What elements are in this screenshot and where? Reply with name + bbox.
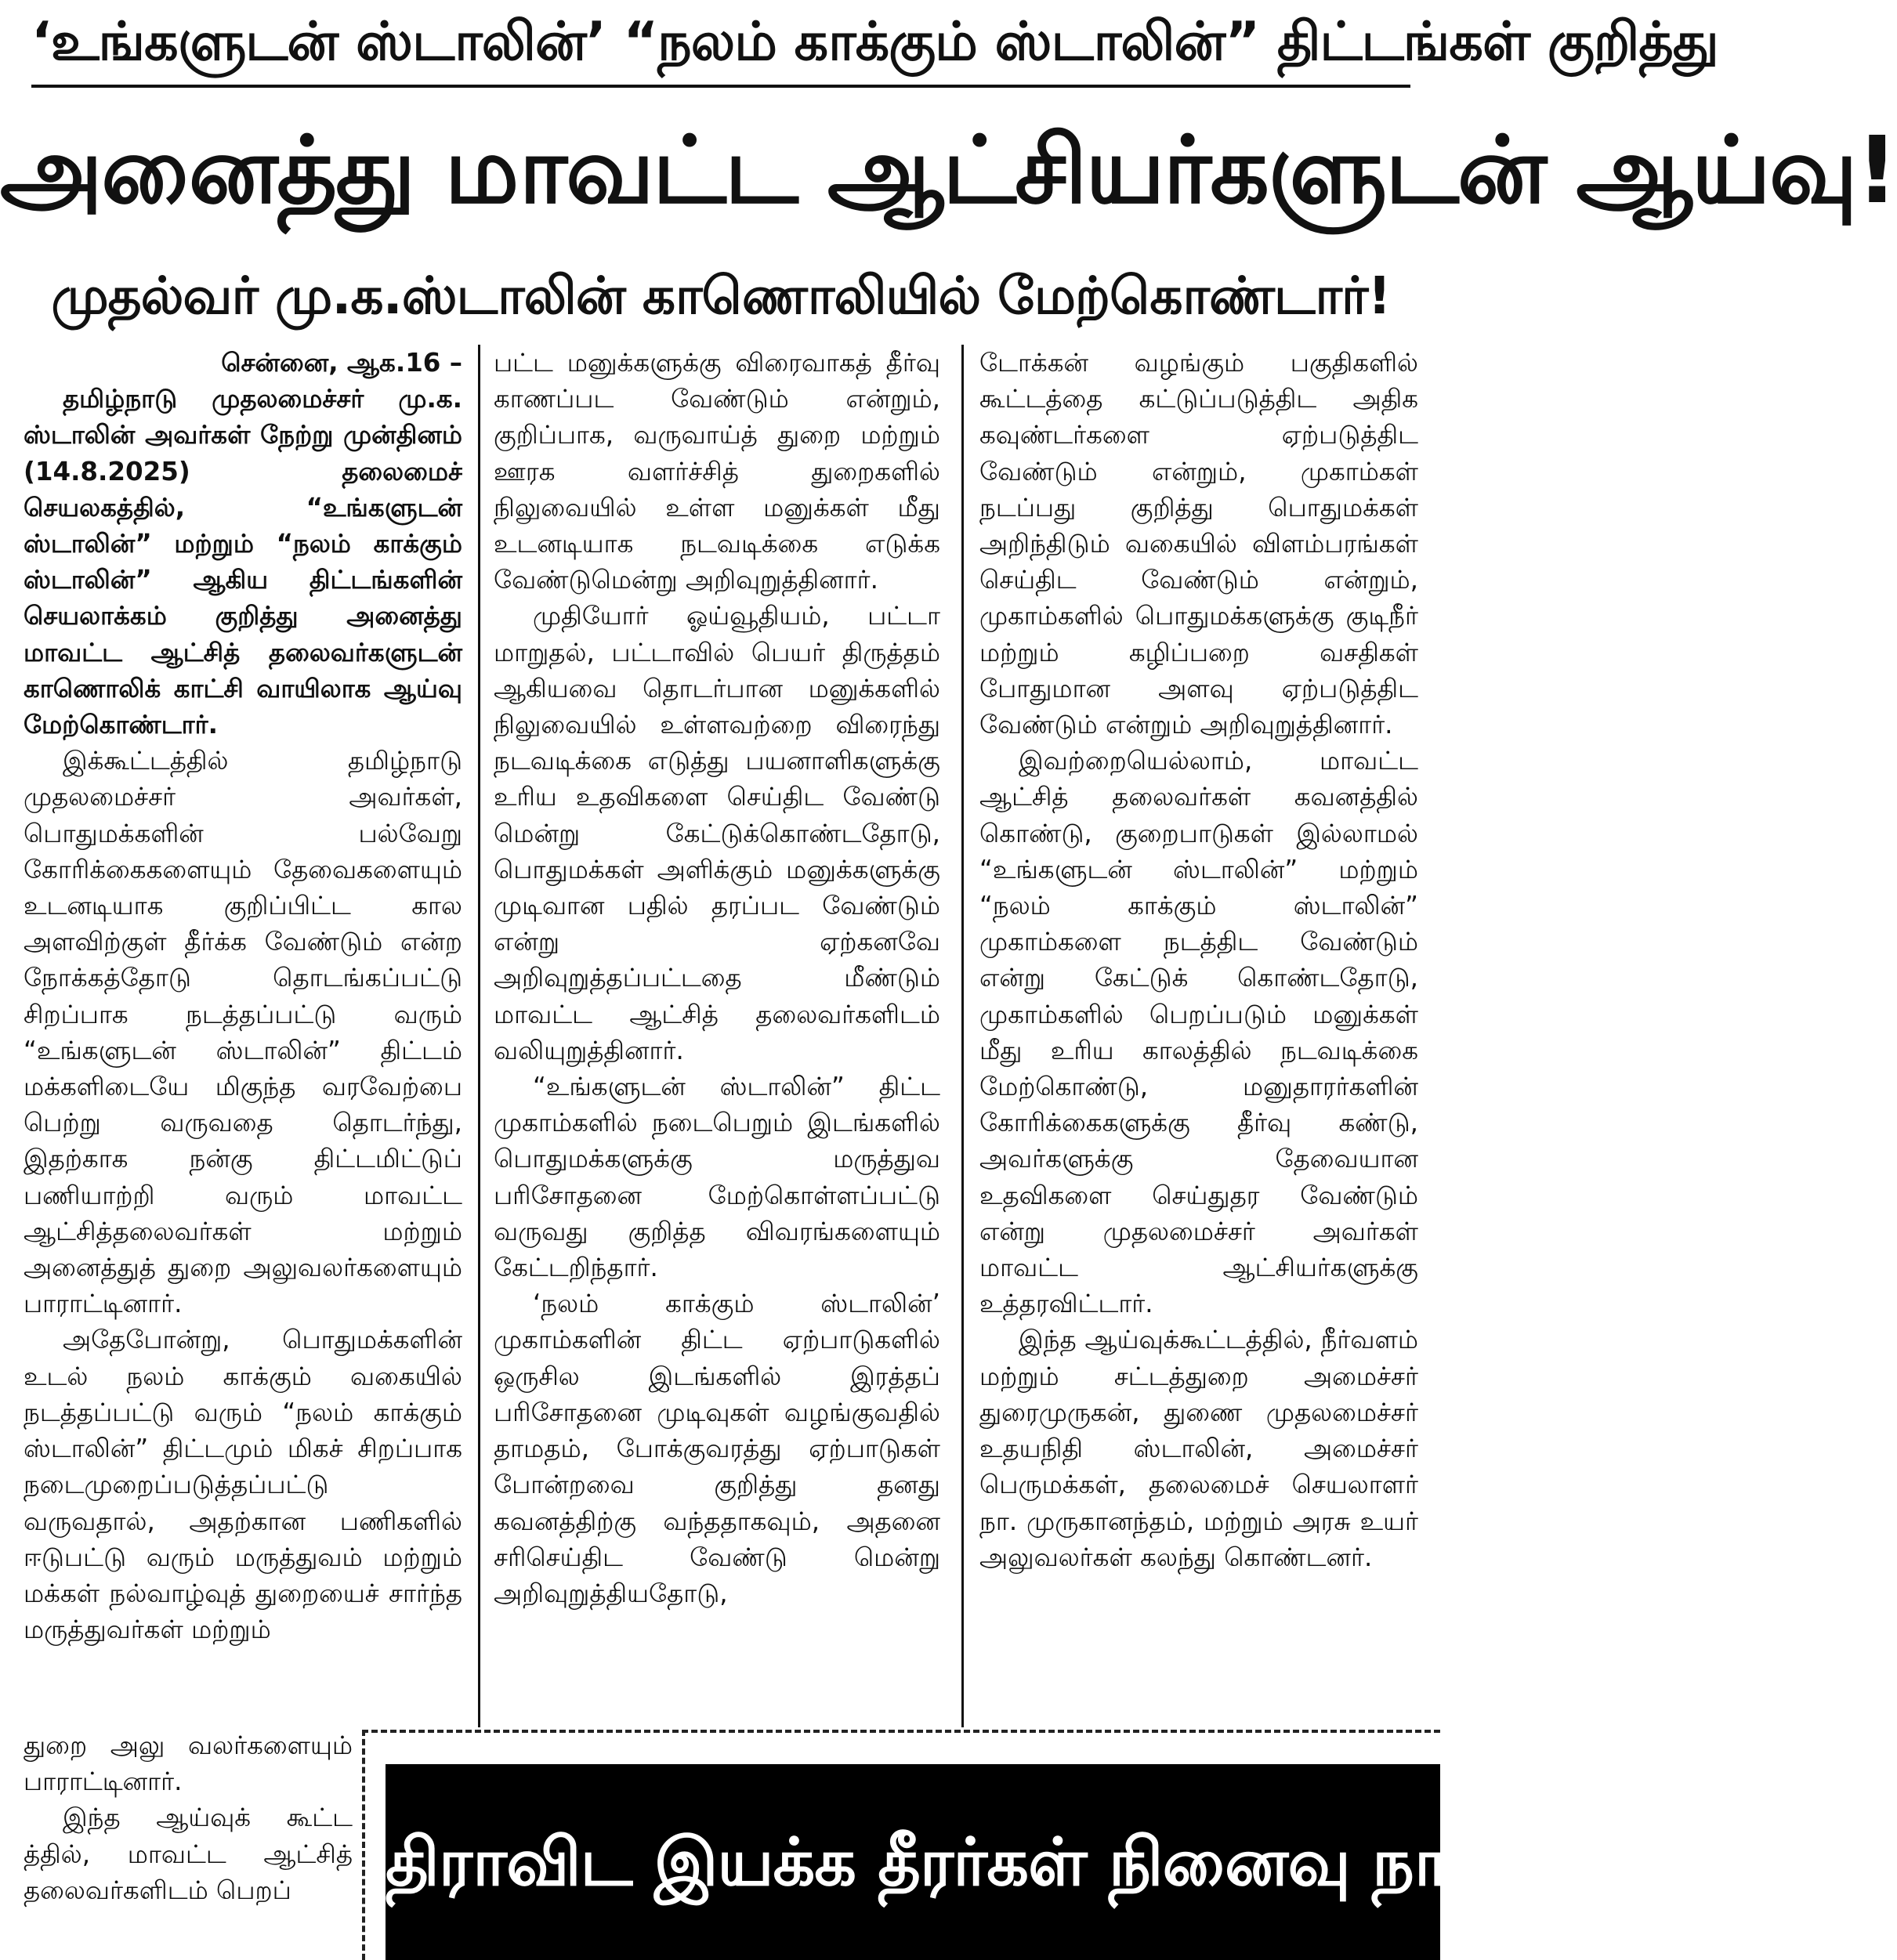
paragraph: டோக்கன் வழங்கும் பகுதிகளில் கூட்டத்தை கட்டுப்படுத்திட அதிக கவுண்டர்களை ஏற்படுத்திட வேண்டும் என்றும், முகாம்கள் நடப்பது குறித்து பொதுமக்கள் அறிந்திடும் வகையில் விளம்பரங்கள் செய்திட வேண்டும் என்றும், முகாம்களில் பொதுமக்களுக்கு குடிநீர் மற்றும் கழிப்பறை வசதிகள் போதுமான அளவு ஏற்படுத்திட வேண்டும் என்றும் அறிவுறுத்தினார். (979, 348, 1418, 740)
article-column-2 (494, 345, 940, 1611)
paragraph: முதியோர் ஓய்வூதியம், பட்டா மாறுதல், பட்டாவில் பெயர் திருத்தம் ஆகியவை தொடர்பான மனுக்களில் நிலுவையில் உள்ளவற்றை விரைந்து நடவடிக்கை எடுத்து பயனாளிகளுக்கு உரிய உதவிகளை செய்திட வேண்டு மென்று கேட்டுக்கொண்டதோடு, பொதுமக்கள் அளிக்கும் மனுக்களுக்கு முடிவான பதில் தரப்பட வேண்டும் என்று ஏற்கனவே அறிவுறுத்தப்பட்டதை மீண்டும் மாவட்ட ஆட்சித் தலைவர்களிடம் வலியுறுத்தினார். (494, 601, 940, 1065)
lead-paragraph: தமிழ்நாடு முதலமைச்சர் மு.க. ஸ்டாலின் அவர்கள் நேற்று முன்தினம் (14.8.2025) தலைமைச் செயலகத்தில், “உங்களுடன் ஸ்டாலின்” மற்றும் “நலம் காக்கும் ஸ்டாலின்” ஆகிய திட்டங்களின் செயலாக்கம் குறித்து அனைத்து மாவட்ட ஆட்சித் தலைவர்களுடன் காணொலிக் காட்சி வாயிலாக ஆய்வு மேற்கொண்டார். (24, 384, 462, 740)
paragraph: பட்ட மனுக்களுக்கு விரைவாகத் தீர்வு காணப்பட வேண்டும் என்றும், குறிப்பாக, வருவாய்த் துறை மற்றும் ஊரக வளர்ச்சித் துறைகளில் நிலுவையில் உள்ள மனுக்கள் மீது உடனடியாக நடவடிக்கை எடுக்க வேண்டுமென்று அறிவுறுத்தினார். (494, 348, 940, 595)
paragraph: துறை அலு வலர்களையும் பாராட்டினார். (24, 1730, 353, 1797)
dateline: சென்னை, ஆக.16 – (221, 348, 462, 378)
kicker-headline: ‘உங்களுடன் ஸ்டாலின்’ “நலம் காக்கும் ஸ்டாலின்” திட்டங்கள் குறித்து (31, 11, 1718, 73)
paragraph: “உங்களுடன் ஸ்டாலின்” திட்ட முகாம்களில் நடைபெறும் இடங்களில் பொதுமக்களுக்கு மருத்துவ பரிசோதனை மேற்கொள்ளப்பட்டு வருவது குறித்த விவரங்களையும் கேட்டறிந்தார். (494, 1072, 940, 1283)
sub-headline: முதல்வர் மு.க.ஸ்டாலின் காணொலியில் மேற்கொண்டார்! (51, 266, 1391, 326)
column-divider (961, 345, 964, 1727)
main-headline: அனைத்து மாவட்ட ஆட்சியர்களுடன் ஆய்வு! (0, 116, 1897, 224)
paragraph: இந்த ஆய்வுக் கூட்ட த்தில், மாவட்ட ஆட்சித் தலைவர்களிடம் பெறப் (24, 1803, 353, 1905)
column-divider (478, 345, 480, 1727)
paragraph: இந்த ஆய்வுக்கூட்டத்தில், நீர்வளம் மற்றும் சட்டத்துறை அமைச்சர் துரைமுருகன், துணை முதலமைச்சர் உதயநிதி ஸ்டாலின், அமைச்சர் பெருமக்கள், தலைமைச் செயலாளர் நா. முருகானந்தம், மற்றும் அரசு உயர் அலுவலர்கள் கலந்து கொண்டனர். (979, 1325, 1418, 1572)
article-column-1 (24, 345, 462, 1647)
paragraph: இவற்றையெல்லாம், மாவட்ட ஆட்சித் தலைவர்கள் கவனத்தில் கொண்டு, குறைபாடுகள் இல்லாமல் “உங்களுடன் ஸ்டாலின்” மற்றும் “நலம் காக்கும் ஸ்டாலின்” முகாம்களை நடத்திட வேண்டும் என்று கேட்டுக் கொண்டதோடு, முகாம்களில் பெறப்படும் மனுக்கள் மீது உரிய காலத்தில் நடவடிக்கை மேற்கொண்டு, மனுதாரர்களின் கோரிக்கைகளுக்கு தீர்வு கண்டு, அவர்களுக்கு தேவையான உதவிகளை செய்துதர வேண்டும் என்று முதலமைச்சர் அவர்கள் மாவட்ட ஆட்சியர்களுக்கு உத்தரவிட்டார். (979, 746, 1418, 1319)
banner-headline: திராவிட இயக்க தீரர்கள் நினைவு நாள் (386, 1764, 1440, 1960)
paragraph: அதேபோன்று, பொதுமக்களின் உடல் நலம் காக்கும் வகையில் நடத்தப்பட்டு வரும் “நலம் காக்கும் ஸ்டாலின்” திட்டமும் மிகச் சிறப்பாக நடைமுறைப்படுத்தப்பட்டு வருவதால், அதற்கான பணிகளில் ஈடுபட்டு வரும் மருத்துவம் மற்றும் மக்கள் நல்வாழ்வுத் துறையைச் சார்ந்த மருத்துவர்கள் மற்றும் (24, 1325, 462, 1645)
kicker-rule (31, 85, 1410, 88)
article-column-3 (979, 345, 1418, 1575)
article-column-1-tail (24, 1727, 353, 1908)
paragraph: ‘நலம் காக்கும் ஸ்டாலின்’ முகாம்களின் திட்ட ஏற்பாடுகளில் ஒருசில இடங்களில் இரத்தப் பரிசோதனை முடிவுகள் வழங்குவதில் தாமதம், போக்குவரத்து ஏற்பாடுகள் போன்றவை குறித்து தனது கவனத்திற்கு வந்ததாகவும், அதனை சரிசெய்திட வேண்டு மென்று அறிவுறுத்தியதோடு, (494, 1289, 940, 1608)
paragraph: இக்கூட்டத்தில் தமிழ்நாடு முதலமைச்சர் அவர்கள், பொதுமக்களின் பல்வேறு கோரிக்கைகளையும் தேவைகளையும் உடனடியாக குறிப்பிட்ட கால அளவிற்குள் தீர்க்க வேண்டும் என்ற நோக்கத்தோடு தொடங்கப்பட்டு சிறப்பாக நடத்தப்பட்டு வரும் “உங்களுடன் ஸ்டாலின்” திட்டம் மக்களிடையே மிகுந்த வரவேற்பை பெற்று வருவதை தொடர்ந்து, இதற்காக நன்கு திட்டமிட்டுப் பணியாற்றி வரும் மாவட்ட ஆட்சித்தலைவர்கள் மற்றும் அனைத்துத் துறை அலுவலர்களையும் பாராட்டினார். (24, 746, 462, 1319)
